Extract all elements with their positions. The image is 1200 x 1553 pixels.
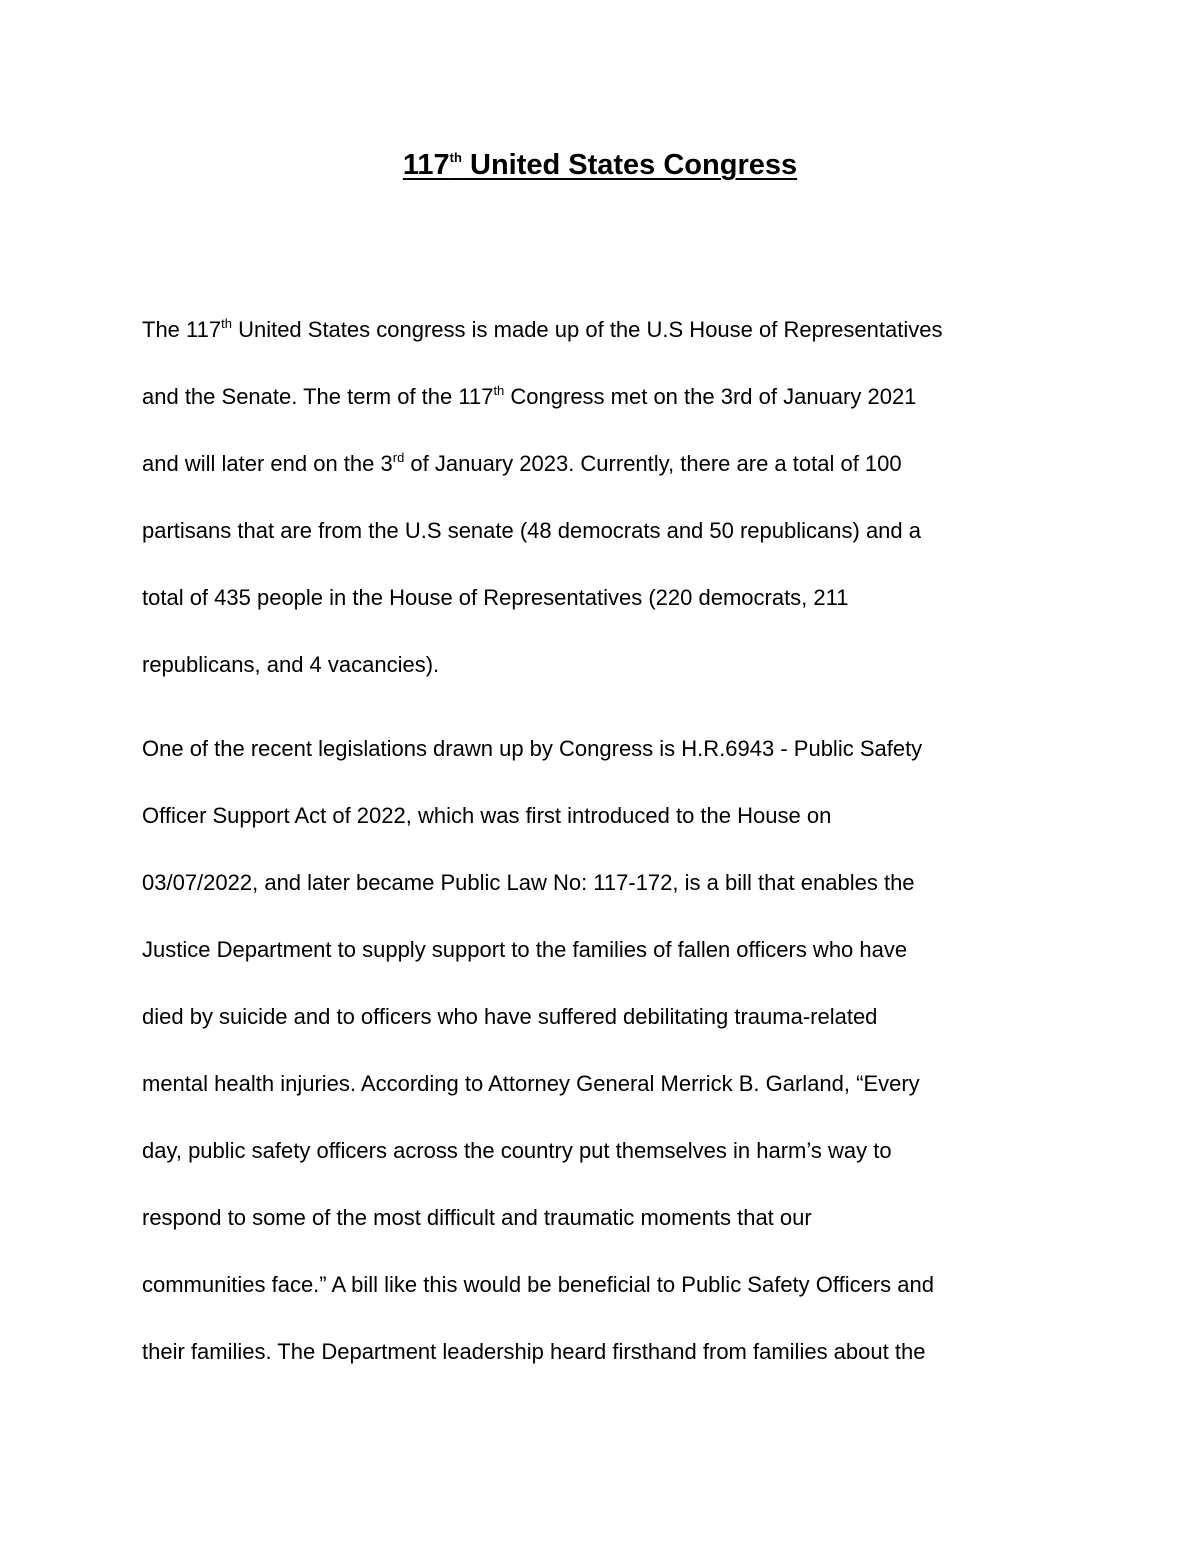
paragraph-line <box>142 315 942 345</box>
ordinal-superscript: rd <box>392 449 405 465</box>
ordinal-superscript: th <box>221 315 232 331</box>
line-text: republicans, and 4 vacancies). <box>142 652 440 677</box>
paragraph-line: their families. The Department leadership heard firsthand from families about the <box>142 1339 926 1364</box>
line-text: total of 435 people in the House of Representatives (220 democrats, 211 <box>142 585 849 610</box>
title-number: 117 <box>402 149 450 181</box>
paragraph-line: died by suicide and to officers who have suffered debilitating trauma-related <box>142 1004 878 1029</box>
document-title-text <box>403 149 797 181</box>
paragraph-line: One of the recent legislations drawn up by Congress is H.R.6943 - Public Safety <box>142 736 923 761</box>
line-text: and the Senate. The term of the 117 <box>142 384 494 409</box>
paragraph-line: Justice Department to supply support to the families of fallen officers who have <box>142 937 908 962</box>
paragraph-line: Officer Support Act of 2022, which was first introduced to the House on <box>142 803 832 828</box>
paragraph-line <box>142 382 916 412</box>
line-text: and will later end on the 3 <box>142 451 393 476</box>
line-text: Congress met on the 3rd of January 2021 <box>504 384 917 409</box>
paragraph-line: respond to some of the most difficult and traumatic moments that our <box>142 1205 812 1230</box>
line-text: of January 2023. Currently, there are a total of 100 <box>404 451 902 476</box>
paragraph-line: 03/07/2022, and later became Public Law No: 117-172, is a bill that enables the <box>142 870 915 895</box>
paragraph-line <box>142 583 848 613</box>
paragraph-line <box>142 650 439 680</box>
title-superscript: th <box>449 150 462 166</box>
paragraph-line <box>142 449 902 479</box>
document-title <box>0 146 1200 184</box>
title-rest: United States Congress <box>461 149 798 181</box>
ordinal-superscript: th <box>493 382 505 398</box>
paragraph-line: mental health injuries. According to Attorney General Merrick B. Garland, “Every <box>142 1071 920 1096</box>
paragraph-line: communities face.” A bill like this would be beneficial to Public Safety Officers and <box>142 1272 934 1297</box>
paragraph-line: day, public safety officers across the country put themselves in harm’s way to <box>142 1138 892 1163</box>
paragraph-line <box>142 516 921 546</box>
line-text: partisans that are from the U.S senate (48 democrats and 50 republicans) and a <box>142 518 921 543</box>
line-text: The 117 <box>142 317 222 342</box>
line-text: United States congress is made up of the U.S House of Representatives <box>231 317 943 342</box>
